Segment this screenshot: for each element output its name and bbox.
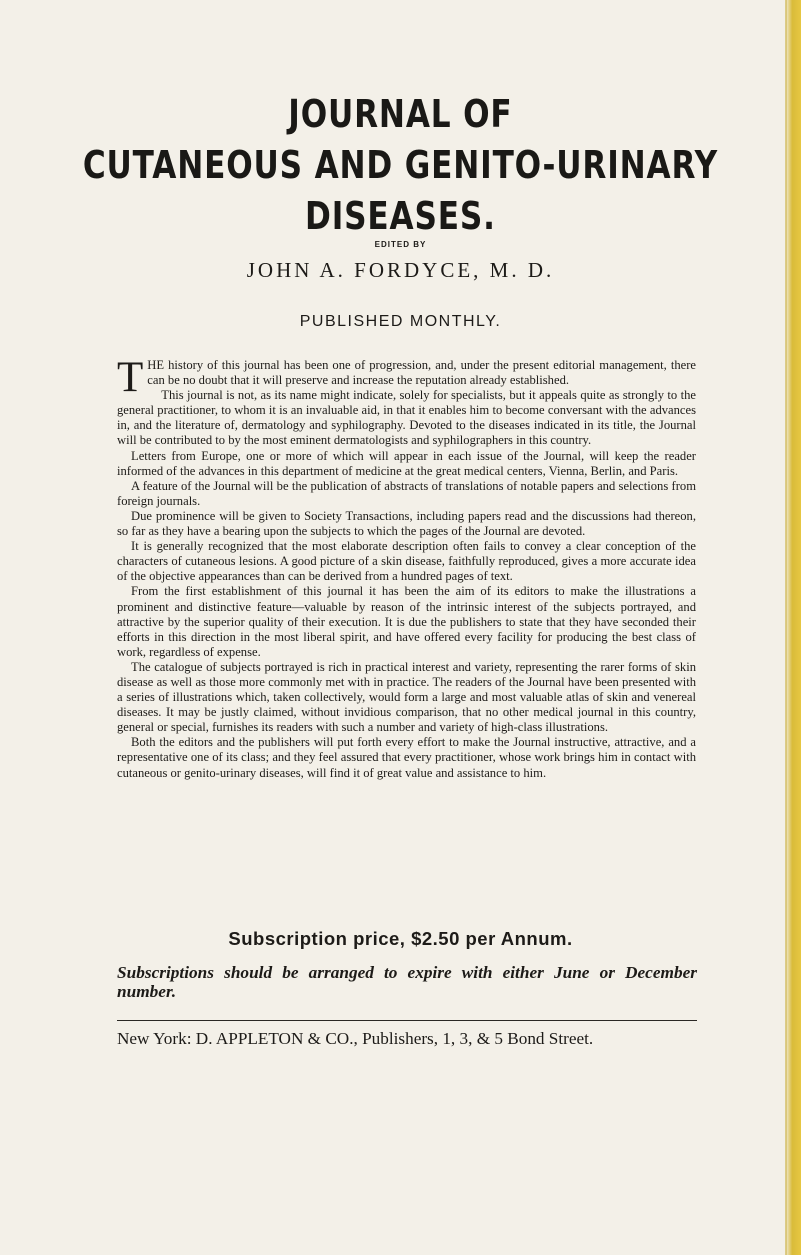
paragraph-4: A feature of the Journal will be the publication of abstracts of translations of notable papers and selections from foreign journals. — [117, 478, 696, 508]
page-edge — [785, 0, 801, 1255]
paragraph-3: Letters from Europe, one or more of which will appear in each issue of the Journal, will keep the reader informed of the advances in this department of medicine at the great medical centers, Vienna, Berlin, and Paris. — [117, 448, 696, 478]
paragraph-7: From the first establishment of this journal it has been the aim of its editors to make the illustrations a prominent and distinctive feature—valuable by reason of the intrinsic interest of the subjects portrayed, and attractive by the superior quality of their execution. It is due the publishers to state that they have seconded their efforts in this direction in the most liberal spirit, and have offered every facility for producing the best class of work, regardless of expense. — [117, 584, 696, 659]
publication-frequency: PUBLISHED MONTHLY. — [299, 313, 502, 330]
paragraph-1-text: HE history of this journal has been one of progression, and, under the present editorial management, there can be no doubt that it will preserve and increase the reputation already established. — [147, 358, 696, 388]
paragraph-6: It is generally recognized that the most elaborate description often fails to convey a clear conception of the characters of cutaneous lesions. A good picture of a skin disease, faithfully reproduced, gives a more accurate idea of the objective appearances than can be derived from a hundred pages of text. — [117, 539, 696, 584]
subscription-note: Subscriptions should be arranged to expire with either June or December number. — [117, 963, 697, 1001]
subscription-price: Subscription price, $2.50 per Annum. — [228, 928, 573, 949]
page-edge-shadow — [785, 0, 787, 1255]
editor-name: JOHN A. FORDYCE, M. D. — [246, 258, 555, 282]
journal-title-line-1: JOURNAL OF — [288, 92, 513, 136]
publisher-footer: New York: D. APPLETON & CO., Publishers, 1, 3, & 5 Bond Street. — [117, 1029, 594, 1048]
edited-by-label: EDITED BY — [374, 240, 427, 249]
drop-cap: T — [117, 354, 144, 401]
footer-rule — [117, 1020, 697, 1021]
paragraph-8: The catalogue of subjects portrayed is rich in practical interest and variety, representing the rarer forms of skin disease as well as those more commonly met with in practice. The readers of the Journal have been presented with a series of illustrations which, taken collectively, would form a large and most valuable atlas of skin and venereal diseases. It may be justly claimed, without invidious comparison, that no other medical journal in this country, general or special, furnishes its readers with such a number and variety of high-class illustrations. — [117, 659, 696, 735]
paragraph-2: This journal is not, as its name might indicate, solely for specialists, but it appeals quite as strongly to the general practitioner, to whom it is an invaluable aid, in that it enables him to become conversant with the advances in, and the literature of, dermatology and syphilography. Devoted to the diseases indicated in its title, the Journal will be contributed to by the most eminent dermatologists and syphilographers in this country. — [117, 388, 696, 448]
paragraph-1 — [117, 354, 696, 401]
paragraph-5: Due prominence will be given to Society Transactions, including papers read and the discussions had thereon, so far as they have a bearing upon the subjects to which the pages of the Journal are devoted. — [117, 508, 696, 539]
paragraph-9: Both the editors and the publishers will put forth every effort to make the Journal instructive, attractive, and a representative one of its class; and they feel assured that every practitioner, whose work brings him in contact with cutaneous or genito-urinary diseases, will find it of great value and assistance to him. — [117, 735, 696, 780]
journal-title-line-2: CUTANEOUS AND GENITO-URINARY — [82, 143, 718, 187]
journal-title-line-3: DISEASES. — [305, 194, 496, 238]
body-text — [117, 354, 696, 781]
